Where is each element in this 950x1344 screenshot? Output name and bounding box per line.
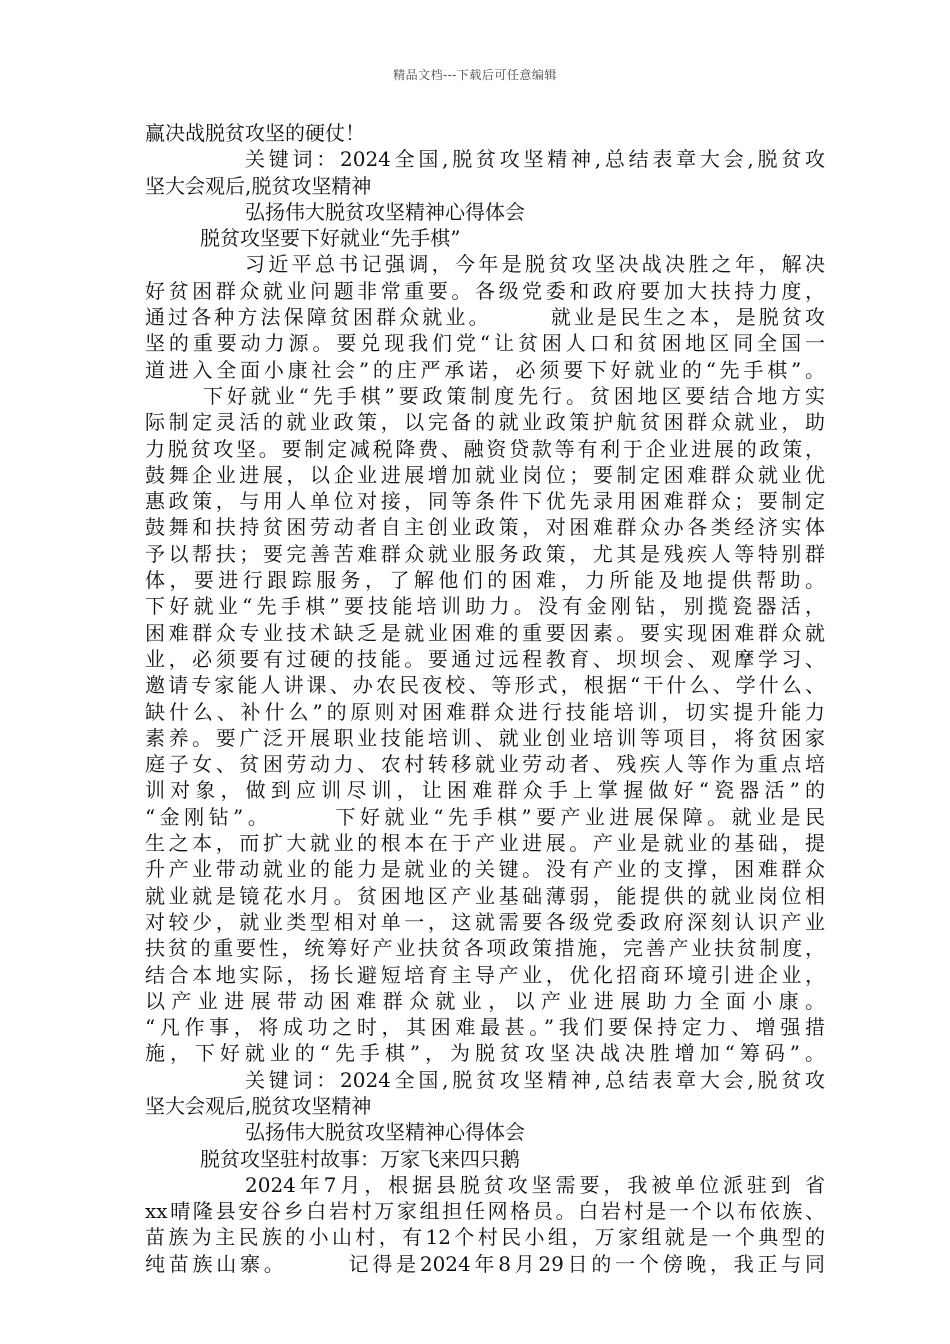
text-line: 升产业带动就业的能力是就业的关键。没有产业的支撑，困难群众 — [145, 857, 825, 882]
text-line: 习近平总书记强调，今年是脱贫攻坚决战决胜之年，解决 — [245, 252, 825, 277]
text-line: 困难群众专业技术缺乏是就业困难的重要因素。要实现困难群众就 — [145, 620, 825, 645]
text-line: 予以帮扶；要完善苦难群众就业服务政策，尤其是残疾人等特别群 — [145, 541, 825, 566]
text-line: 苗族为主民族的小山村，有12个村民小组，万家组就是一个典型的 — [145, 1225, 825, 1250]
text-line: 生之本，而扩大就业的根本在于产业进展。产业是就业的基础，提 — [145, 831, 825, 856]
text-line: 就业就是镜花水月。贫困地区产业基础薄弱，能提供的就业岗位相 — [145, 883, 825, 908]
text-line: 惠政策，与用人单位对接，同等条件下优先录用困难群众；要制定 — [145, 489, 825, 514]
text-line: xx晴隆县安谷乡白岩村万家组担任网格员。白岩村是一个以布依族、 — [145, 1199, 825, 1224]
text-line: “金刚钻”。 下好就业“先手棋”要产业进展保障。就业是民 — [145, 804, 825, 829]
text-line: 训对象，做到应训尽训，让困难群众手上掌握做好“瓷器活”的 — [145, 778, 825, 803]
text-line: 体，要进行跟踪服务，了解他们的困难，力所能及地提供帮助。 — [145, 568, 825, 593]
text-line: 关键词：2024全国,脱贫攻坚精神,总结表章大会,脱贫攻 — [245, 147, 825, 172]
text-line: 缺什么、补什么”的原则对困难群众进行技能培训，切实提升能力 — [145, 699, 825, 724]
text-line: 下好就业“先手棋”要政策制度先行。贫困地区要结合地方实 — [203, 383, 825, 408]
text-line: 脱贫攻坚要下好就业“先手棋” — [200, 226, 461, 251]
text-line: 脱贫攻坚驻村故事：万家飞来四只鹅 — [200, 1146, 520, 1171]
text-line: 对较少，就业类型相对单一，这就需要各级党委政府深刻认识产业 — [145, 909, 825, 934]
text-line: 好贫困群众就业问题非常重要。各级党委和政府要加大扶持力度， — [145, 278, 825, 303]
text-line: 扶贫的重要性，统筹好产业扶贫各项政策措施，完善产业扶贫制度， — [145, 936, 825, 961]
text-line: 道进入全面小康社会”的庄严承诺，必须要下好就业的“先手棋”。 — [145, 357, 825, 382]
text-line: 下好就业“先手棋”要技能培训助力。没有金刚钻，别揽瓷器活， — [145, 594, 825, 619]
text-line: 坚大会观后,脱贫攻坚精神 — [145, 1093, 372, 1118]
text-line: 施，下好就业的“先手棋”，为脱贫攻坚决战决胜增加“筹码”。 — [145, 1041, 825, 1066]
text-line: 以产业进展带动困难群众就业，以产业进展助力全面小康。 — [145, 988, 825, 1013]
text-line: 坚的重要动力源。要兑现我们党“让贫困人口和贫困地区同全国一 — [145, 331, 825, 356]
text-line: 际制定灵活的就业政策，以完备的就业政策护航贫困群众就业，助 — [145, 410, 825, 435]
text-line: 通过各种方法保障贫困群众就业。 就业是民生之本，是脱贫攻 — [145, 305, 825, 330]
text-line: 力脱贫攻坚。要制定减税降费、融资贷款等有利于企业进展的政策， — [145, 436, 825, 461]
text-line: 赢决战脱贫攻坚的硬仗！ — [145, 121, 365, 145]
text-line: 坚大会观后,脱贫攻坚精神 — [145, 173, 372, 198]
text-line: “凡作事，将成功之时，其困难最甚。”我们要保持定力、增强措 — [145, 1015, 825, 1040]
text-line: 关键词：2024全国,脱贫攻坚精神,总结表章大会,脱贫攻 — [245, 1067, 825, 1092]
body-text — [145, 120, 825, 1277]
text-line: 业，必须要有过硬的技能。要通过远程教育、坝坝会、观摩学习、 — [145, 646, 825, 671]
text-line: 素养。要广泛开展职业技能培训、就业创业培训等项目，将贫困家 — [145, 725, 825, 750]
header-note: 精品文档---下载后可任意编辑 — [393, 68, 557, 82]
text-line: 弘扬伟大脱贫攻坚精神心得体会 — [245, 1120, 525, 1145]
text-line: 结合本地实际，扬长避短培育主导产业，优化招商环境引进企业， — [145, 962, 825, 987]
text-line: 邀请专家能人讲课、办农民夜校、等形式，根据“干什么、学什么、 — [145, 673, 825, 698]
text-line: 庭子女、贫困劳动力、农村转移就业劳动者、残疾人等作为重点培 — [145, 752, 825, 777]
text-line: 鼓舞企业进展，以企业进展增加就业岗位；要制定困难群众就业优 — [145, 462, 825, 487]
text-line: 纯苗族山寨。 记得是2024年8月29日的一个傍晚，我正与同 — [145, 1251, 825, 1276]
text-line: 鼓舞和扶持贫困劳动者自主创业政策，对困难群众办各类经济实体 — [145, 515, 825, 540]
text-line: 弘扬伟大脱贫攻坚精神心得体会 — [245, 199, 525, 224]
text-line: 2024年7月，根据县脱贫攻坚需要，我被单位派驻到 省 — [245, 1172, 825, 1197]
